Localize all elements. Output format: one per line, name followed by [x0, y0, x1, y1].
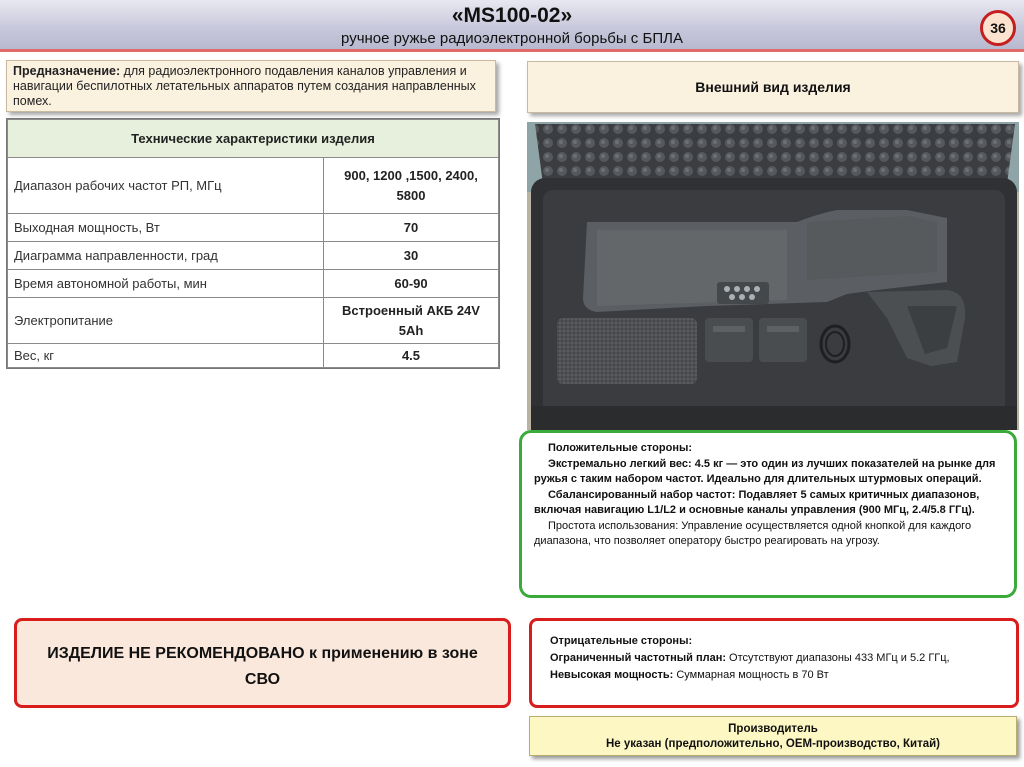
table-row	[8, 158, 499, 214]
cons-box	[529, 618, 1019, 708]
specs-title: Технические характеристики изделия	[8, 120, 499, 158]
spec-value-line: 5Ah	[398, 322, 424, 338]
pros-heading: Положительные стороны:	[548, 442, 693, 454]
spec-value-line: Встроенный АКБ 24V	[342, 302, 480, 318]
spec-value: 70	[324, 214, 499, 242]
slide-title: «MS100-02»	[451, 4, 573, 27]
pros-box	[519, 430, 1017, 598]
cons-item	[550, 650, 998, 667]
pros-item: Экстремально легкий вес: 4.5 кг — это один из лучших показателей на рынке для ружья с таким набором частот. Идеально для длительных штурмовых операций.	[534, 457, 996, 485]
spec-value: 60-90	[324, 270, 499, 298]
table-row	[8, 344, 499, 368]
table-row	[8, 270, 499, 298]
spec-value: 900, 1200 ,1500, 2400, 5800	[324, 158, 499, 214]
cons-item-label: Ограниченный частотный план:	[550, 652, 726, 664]
cons-heading: Отрицательные стороны:	[550, 635, 693, 647]
spec-label: Время автономной работы, мин	[8, 270, 324, 298]
manufacturer-label: Производитель	[728, 723, 818, 735]
specs-table	[6, 118, 500, 369]
spec-label: Вес, кг	[8, 344, 324, 368]
spec-label: Выходная мощность, Вт	[8, 214, 324, 242]
manufacturer-box	[529, 716, 1017, 756]
slide-header	[0, 0, 1024, 52]
spec-value: 4.5	[324, 344, 499, 368]
table-row	[8, 214, 499, 242]
verdict-box: ИЗДЕЛИЕ НЕ РЕКОМЕНДОВАНО к применению в зоне СВО	[14, 618, 511, 708]
slide-subtitle: ручное ружье радиоэлектронной борьбы с БПЛА	[341, 30, 683, 47]
page-number-badge: 36	[980, 10, 1016, 46]
cons-item-text: Отсутствуют диапазоны 433 МГц и 5.2 ГГц,	[726, 652, 950, 664]
appearance-title: Внешний вид изделия	[527, 61, 1019, 113]
spec-value: 30	[324, 242, 499, 270]
purpose-text: для радиоэлектронного подавления каналов управления и навигации беспилотных летательных аппаратов путем создания направленных помех.	[13, 64, 476, 108]
product-photo-drawing	[527, 122, 1019, 430]
spec-label: Диаграмма направленности, град	[8, 242, 324, 270]
cons-item-label: Невысокая мощность:	[550, 669, 674, 681]
purpose-box	[6, 60, 496, 112]
pros-item: Сбалансированный набор частот: Подавляет 5 самых критичных диапазонов, включая навигацию L1/L2 и основные каналы управления (900 МГц, 2.4/5.8 ГГц).	[534, 488, 980, 516]
cons-item	[550, 667, 998, 684]
product-photo	[527, 122, 1019, 430]
table-row	[8, 298, 499, 344]
spec-label: Диапазон рабочих частот РП, МГц	[8, 158, 324, 214]
purpose-label: Предназначение:	[13, 64, 121, 78]
pros-item: Простота использования: Управление осуществляется одной кнопкой для каждого диапазона, что позволяет оператору быстро реагировать на угрозу.	[534, 519, 972, 547]
spec-value	[324, 298, 499, 344]
spec-label: Электропитание	[8, 298, 324, 344]
table-row	[8, 242, 499, 270]
cons-item-text: Суммарная мощность в 70 Вт	[673, 669, 829, 681]
manufacturer-value: Не указан (предположительно, OEM-производство, Китай)	[606, 738, 940, 750]
